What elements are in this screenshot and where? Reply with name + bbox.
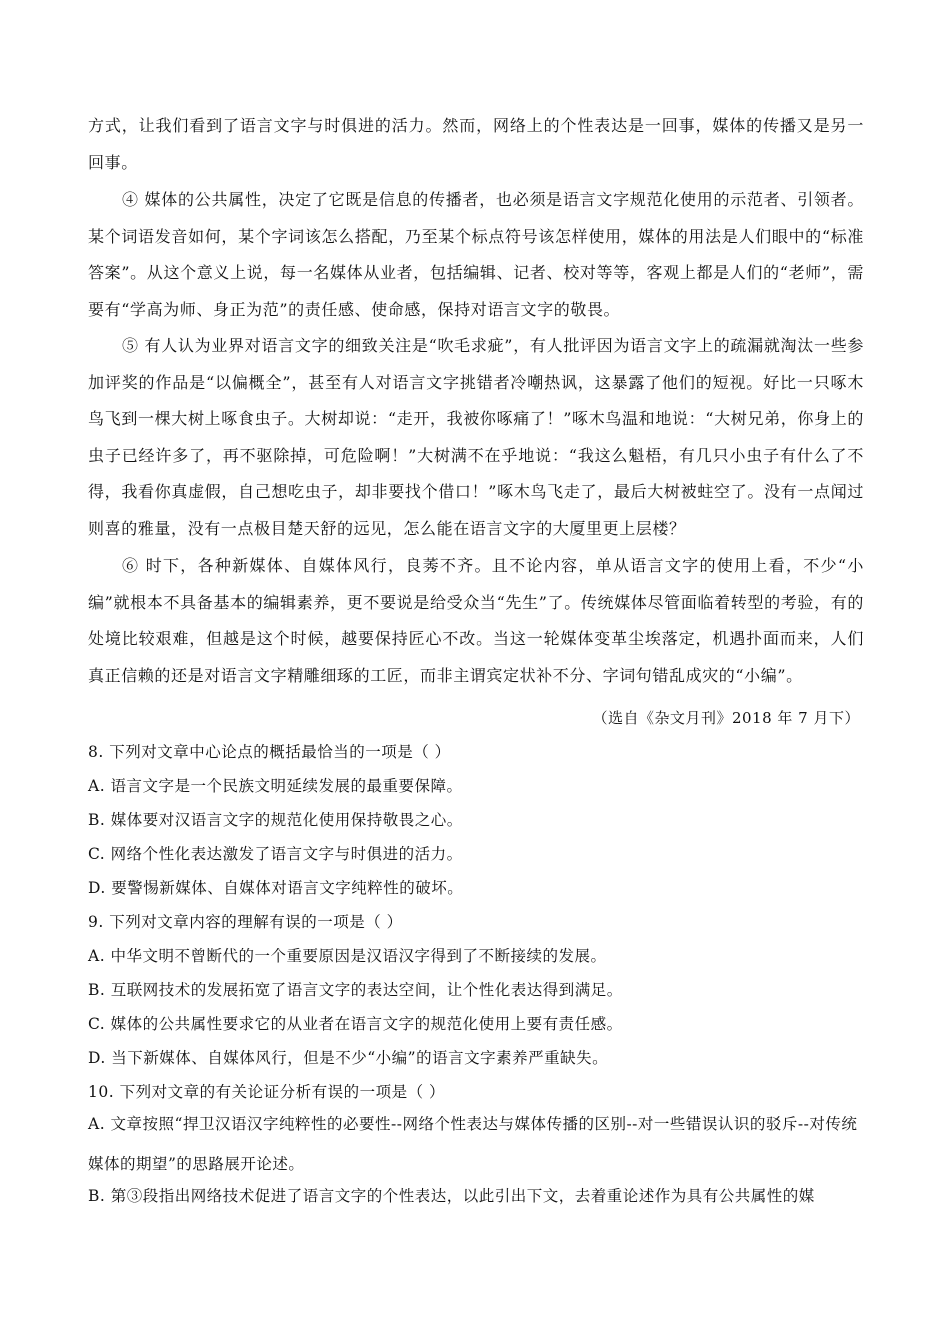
paragraph-intro-continuation: 方式，让我们看到了语言文字与时俱进的活力。然而，网络上的个性表达是一回事，媒体的传播又是另一回事。 xyxy=(88,116,864,172)
paragraph-4: ④ 媒体的公共属性，决定了它既是信息的传播者，也必须是语言文字规范化使用的示范者、引领者。某个词语发音如何，某个字词该怎么搭配，乃至某个标点符号该怎样使用，媒体的用法是人们眼中的“标准答案”。从这个意义上说，每一名媒体从业者，包括编辑、记者、校对等等，客观上都是人们的“老师”，需要有“学高为师、身正为范”的责任感、使命感，保持对语言文字的敬畏。 xyxy=(88,190,864,319)
question-8-option-b: B. 媒体要对汉语言文字的规范化使用保持敬畏之心。 xyxy=(88,811,463,829)
question-9-stem: 9. 下列对文章内容的理解有误的一项是（ ） xyxy=(88,913,403,931)
question-9-option-b: B. 互联网技术的发展拓宽了语言文字的表达空间，让个性化表达得到满足。 xyxy=(88,981,623,999)
paragraph-6: ⑥ 时下，各种新媒体、自媒体风行，良莠不齐。且不论内容，单从语言文字的使用上看，不少“小编”就根本不具备基本的编辑素养，更不要说是给受众当“先生”了。传统媒体尽管面临着转型的考验，有的处境比较艰难，但越是这个时候，越要保持匠心不改。当这一轮媒体变革尘埃落定，机遇扑面而来，人们真正信赖的还是对语言文字精雕细琢的工匠，而非主谓宾定状补不分、字词句错乱成灾的“小编”。 xyxy=(88,556,864,685)
question-8-stem: 8. 下列对文章中心论点的概括最恰当的一项是（ ） xyxy=(88,743,451,761)
question-10-option-b: B. 第③段指出网络技术促进了语言文字的个性表达，以此引出下文，去着重论述作为具有公共属性的媒 xyxy=(88,1187,815,1205)
question-8-option-c: C. 网络个性化表达激发了语言文字与时俱进的活力。 xyxy=(88,845,463,863)
source-citation: （选自《杂文月刊》2018 年 7 月下） xyxy=(592,709,860,727)
question-9-option-a: A. 中华文明不曾断代的一个重要原因是汉语汉字得到了不断接续的发展。 xyxy=(88,947,607,965)
question-8-option-d: D. 要警惕新媒体、自媒体对语言文字纯粹性的破坏。 xyxy=(88,879,464,897)
question-10-stem: 10. 下列对文章的有关论证分析有误的一项是（ ） xyxy=(88,1083,446,1101)
question-9-option-d: D. 当下新媒体、自媒体风行，但是不少“小编”的语言文字素养严重缺失。 xyxy=(88,1049,609,1067)
question-8-option-a: A. 语言文字是一个民族文明延续发展的最重要保障。 xyxy=(88,777,463,795)
paragraph-5: ⑤ 有人认为业界对语言文字的细致关注是“吹毛求疵”，有人批评因为语言文字上的疏漏就淘汰一些参加评奖的作品是“以偏概全”，甚至有人对语言文字挑错者冷嘲热讽，这暴露了他们的短视。好比一只啄木鸟飞到一棵大树上啄食虫子。大树却说：“走开，我被你啄痛了！”啄木鸟温和地说：“大树兄弟，你身上的虫子已经许多了，再不驱除掉，可危险啊！”大树满不在乎地说：“我这么魁梧，有几只小虫子有什么了不得，我看你真虚假，自己想吃虫子，却非要找个借口！”啄木鸟飞走了，最后大树被蛀空了。没有一点闻过则喜的雅量，没有一点极目楚天舒的远见，怎么能在语言文字的大厦里更上层楼？ xyxy=(88,336,864,538)
question-9-option-c: C. 媒体的公共属性要求它的从业者在语言文字的规范化使用上要有责任感。 xyxy=(88,1015,623,1033)
question-10-option-a: A. 文章按照“捍卫汉语汉字纯粹性的必要性--网络个性表达与媒体传播的区别--对一些错误认识的驳斥--对传统媒体的期望”的思路展开论述。 xyxy=(88,1115,858,1173)
